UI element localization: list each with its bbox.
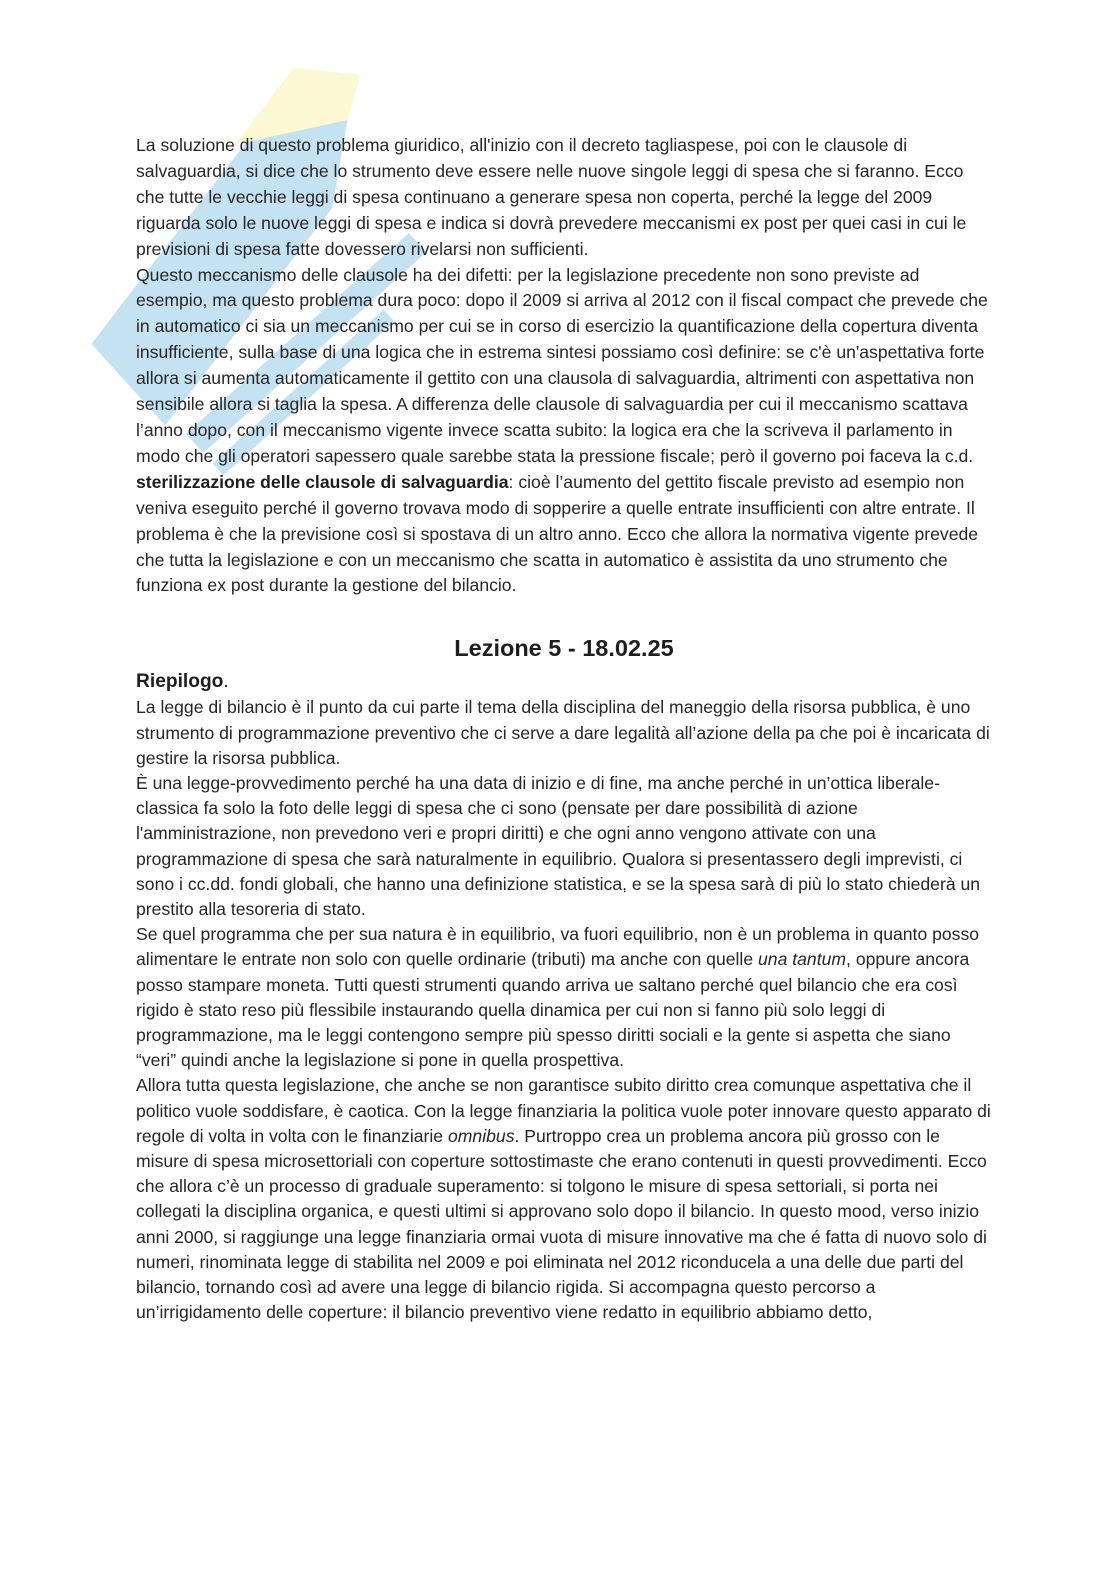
- document-body: [136, 133, 992, 1325]
- paragraph-6-italic-term: omnibus: [447, 1125, 515, 1146]
- paragraph-5-text-a: Se quel programma che per sua natura è in equilibrio, va fuori equilibrio, non è un problema in quanto posso alimentare le entrate non solo con quelle ordinarie (tributi) ma anche con quelle: [136, 924, 980, 970]
- paragraph-6-text-b: . Purtroppo crea un problema ancora più grosso con le misure di spesa microsettoriali con coperture sottostimaste che erano contenuti in questi provvedimenti. Ecco che allora c’è un processo di graduale superamento: si tolgono le misure di spesa settoriali, si porta nei collegati la disciplina organica, e questi ultimi si approvano solo dopo il bilancio. In questo mood, verso inizio anni 2000, si raggiunge una legge finanziaria ormai vuota di misure innovative ma che é fatta di nuovo solo di numeri, rinominata legge di stabilita nel 2009 e poi eliminata nel 2012 riconducela a una delle due parti del bilancio, tornando così ad avere una legge di bilancio rigida. Si accompagna questo percorso a un’irrigidamento delle coperture: il bilancio preventivo viene redatto in equilibrio abbiamo detto,: [136, 1125, 987, 1323]
- paragraph-2: [136, 263, 992, 600]
- paragraph-3: La legge di bilancio è il punto da cui parte il tema della disciplina del maneggio della risorsa pubblica, è uno strumento di programmazione preventivo che ci serve a dare legalità all’azione della pa che poi è incaricata di gestire la risorsa pubblica.: [136, 697, 990, 768]
- lesson-heading: Lezione 5 - 18.02.25: [454, 635, 674, 662]
- recap-subheading: [136, 669, 992, 695]
- paragraph-5-text-b: , oppure ancora posso stampare moneta. Tutti questi strumenti quando arriva ue saltano perché quel bilancio che era così rigido è stato reso più flessibile instaurando quella dinamica per cui non si fanno più solo leggi di programmazione, ma le leggi contengono sempre più spesso diritti sociali e la gente si aspetta che siano “veri” quindi anche la legislazione si pone in quella prospettiva.: [136, 949, 970, 1071]
- paragraph-6-text-a: Allora tutta questa legislazione, che anche se non garantisce subito diritto crea comunque aspettativa che il politico vuole soddisfare, è caotica. Con la legge finanziaria la politica vuole poter innovare questo apparato di regole di volta in volta con le finanziarie: [136, 1075, 991, 1146]
- recap-subheading-text: Riepilogo: [136, 671, 224, 693]
- paragraph-4: È una legge-provvedimento perché ha una data di inizio e di fine, ma anche perché in un’ottica liberale-classica fa solo la foto delle leggi di spesa che ci sono (pensate per dare possibilità di azione l'amministrazione, non prevedono veri e propri diritti) e che ogni anno vengono attivate con una programmazione di spesa che sarà naturalmente in equilibrio. Qualora si presentassero degli imprevisti, ci sono i cc.dd. fondi globali, che hanno una definizione statistica, e se la spesa sarà di più lo stato chiederà un prestito alla tesoreria di stato.: [136, 772, 981, 919]
- recap-subheading-period: .: [223, 671, 229, 693]
- paragraph-2-text-b: : cioè l’aumento del gettito fiscale previsto ad esempio non veniva eseguito perché il governo trovava modo di sopperire a quelle entrate insufficienti con altre entrate. Il problema è che la previsione così si spostava di un altro anno. Ecco che allora la normativa vigente prevede che tutta la legislazione e con un meccanismo che scatta in automatico è assistita da uno strumento che funziona ex post durante la gestione del bilancio.: [136, 471, 979, 596]
- paragraph-2-text-a: Questo meccanismo delle clausole ha dei difetti: per la legislazione precedente non sono previste ad esempio, ma questo problema dura poco: dopo il 2009 si arriva al 2012 con il fiscal compact che prevede che in automatico ci sia un meccanismo per cui se in corso di esercizio la quantificazione della copertura diventa insufficiente, sulla base di una logica che in estrema sintesi possiamo così definire: se c'è un'aspettativa forte allora si aumenta automaticamente il gettito con una clausola di salvaguardia, altrimenti con aspettativa non sensibile allora si taglia la spesa. A differenza delle clausole di salvaguardia per cui il meccanismo scattava l’anno dopo, con il meccanismo vigente invece scatta subito: la logica era che la scriveva il parlamento in modo che gli operatori sapessero quale sarebbe stata la pressione fiscale; però il governo poi faceva la c.d.: [136, 264, 988, 466]
- paragraph-6: [136, 1073, 992, 1325]
- paragraph-2-bold-term: sterilizzazione delle clausole di salvaguardia: [136, 471, 509, 492]
- paragraph-5: [136, 922, 992, 1073]
- paragraph-5-italic-term: una tantum: [758, 949, 847, 970]
- paragraph-1: La soluzione di questo problema giuridico, all'inizio con il decreto tagliaspese, poi con le clausole di salvaguardia, si dice che lo strumento deve essere nelle nuove singole leggi di spesa che si faranno. Ecco che tutte le vecchie leggi di spesa continuano a generare spesa non coperta, perché la legge del 2009 riguarda solo le nuove leggi di spesa e indica si dovrà prevedere meccanismi ex post per quei casi in cui le previsioni di spesa fatte dovessero rivelarsi non sufficienti.: [136, 135, 967, 259]
